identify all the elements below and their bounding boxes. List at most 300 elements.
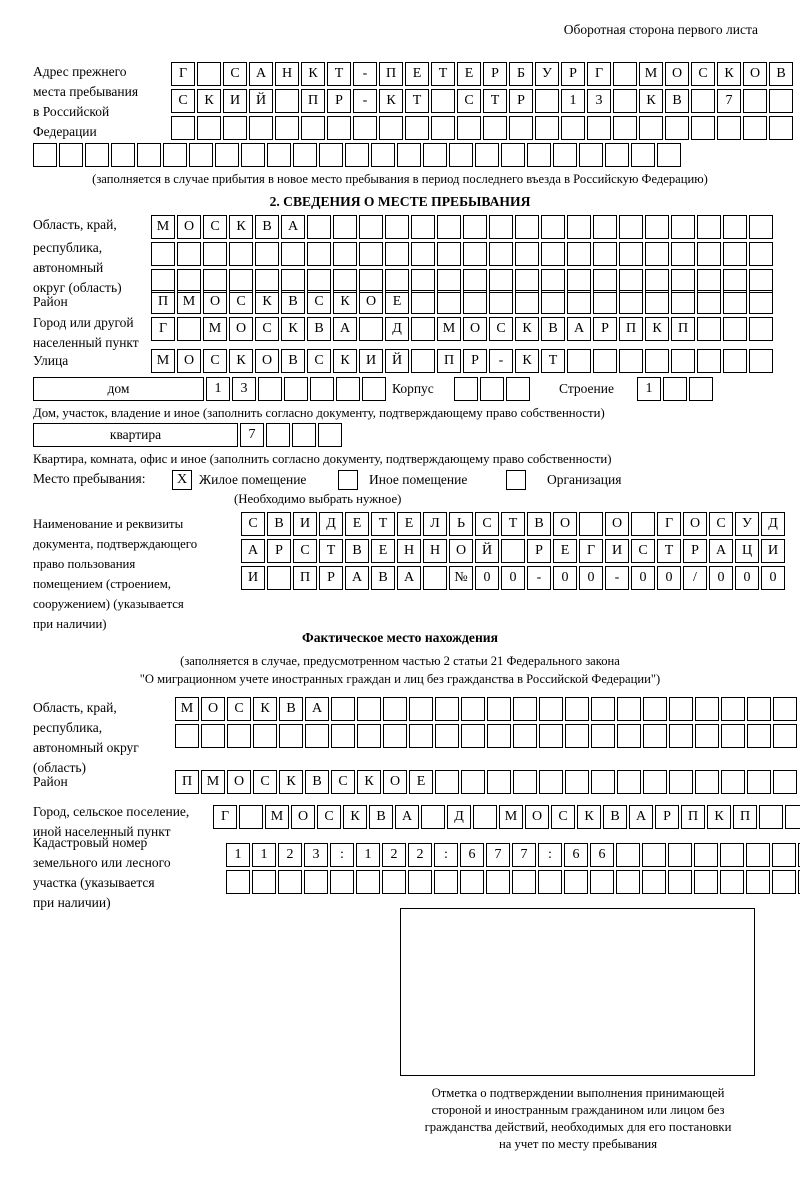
fact-region-cell[interactable]	[747, 724, 771, 748]
house-cell[interactable]	[336, 377, 360, 401]
street-cell[interactable]: Т	[541, 349, 565, 373]
street-cell[interactable]	[697, 349, 721, 373]
fact-city-cell[interactable]: О	[525, 805, 549, 829]
fact-region-cell[interactable]	[643, 724, 667, 748]
fact-city-cell[interactable]	[239, 805, 263, 829]
district-cell[interactable]	[645, 290, 669, 314]
flat-cell[interactable]: 7	[240, 423, 264, 447]
fact-city-cell[interactable]: В	[603, 805, 627, 829]
city-cell[interactable]: Р	[593, 317, 617, 341]
document-cell[interactable]: Н	[423, 539, 447, 563]
fact-region-cell[interactable]	[669, 697, 693, 721]
region-cell[interactable]	[697, 215, 721, 239]
region-cell[interactable]	[307, 215, 331, 239]
street-cell[interactable]: К	[515, 349, 539, 373]
prev-address-cell[interactable]	[301, 116, 325, 140]
prev-address-cell[interactable]	[561, 116, 585, 140]
fact-district-row[interactable]	[175, 770, 797, 794]
fact-district-cell[interactable]: О	[383, 770, 407, 794]
prev-address-cell[interactable]: С	[457, 89, 481, 113]
prev-address-cell[interactable]	[275, 89, 299, 113]
fact-city-cell[interactable]: Г	[213, 805, 237, 829]
house-cell[interactable]: 1	[206, 377, 230, 401]
cadastral-cell[interactable]: 2	[278, 843, 302, 867]
district-cell[interactable]: О	[203, 290, 227, 314]
prev-address-cell[interactable]: К	[639, 89, 663, 113]
fact-region-cell[interactable]	[409, 697, 433, 721]
prev-address-cell[interactable]: У	[535, 62, 559, 86]
region-cell[interactable]	[229, 242, 253, 266]
prev-address-cell[interactable]	[579, 143, 603, 167]
document-cell[interactable]: Е	[371, 539, 395, 563]
region-cell[interactable]	[567, 215, 591, 239]
prev-address-cell[interactable]	[639, 116, 663, 140]
prev-address-cell[interactable]	[423, 143, 447, 167]
fact-region-cell[interactable]	[565, 697, 589, 721]
street-cell[interactable]	[411, 349, 435, 373]
fact-region-cell[interactable]	[409, 724, 433, 748]
prev-address-cell[interactable]: -	[353, 62, 377, 86]
district-cell[interactable]	[437, 290, 461, 314]
district-cell[interactable]	[671, 290, 695, 314]
street-cell[interactable]: И	[359, 349, 383, 373]
flat-row[interactable]	[240, 423, 342, 447]
region-cell[interactable]	[541, 242, 565, 266]
cadastral-cell[interactable]	[590, 870, 614, 894]
prev-address-cell[interactable]	[605, 143, 629, 167]
fact-district-cell[interactable]: С	[331, 770, 355, 794]
korpus-cell[interactable]	[506, 377, 530, 401]
prev-address-cell[interactable]	[613, 116, 637, 140]
fact-district-cell[interactable]	[617, 770, 641, 794]
fact-city-cell[interactable]	[421, 805, 445, 829]
region-cell[interactable]	[619, 242, 643, 266]
stroenie-row[interactable]	[637, 377, 713, 401]
fact-region-cell[interactable]	[305, 724, 329, 748]
document-cell[interactable]: И	[761, 539, 785, 563]
fact-region-cell[interactable]	[279, 724, 303, 748]
fact-city-cell[interactable]: С	[317, 805, 341, 829]
prev-address-cell[interactable]	[319, 143, 343, 167]
prev-address-cell[interactable]	[501, 143, 525, 167]
region-cell[interactable]	[593, 242, 617, 266]
document-cell[interactable]: 0	[761, 566, 785, 590]
cadastral-cell[interactable]: 7	[512, 843, 536, 867]
prev-address-cell[interactable]	[275, 116, 299, 140]
prev-address-cell[interactable]	[197, 62, 221, 86]
prev-address-cell[interactable]	[293, 143, 317, 167]
prev-address-row-4[interactable]	[33, 143, 681, 167]
fact-region-cell[interactable]	[461, 697, 485, 721]
prev-address-cell[interactable]	[743, 116, 767, 140]
fact-region-row-2[interactable]	[175, 724, 797, 748]
prev-address-cell[interactable]: Т	[327, 62, 351, 86]
prev-address-cell[interactable]: 3	[587, 89, 611, 113]
fact-city-cell[interactable]: Д	[447, 805, 471, 829]
prev-address-cell[interactable]	[431, 89, 455, 113]
district-cell[interactable]: Е	[385, 290, 409, 314]
document-cell[interactable]: Д	[761, 512, 785, 536]
cadastral-cell[interactable]	[694, 870, 718, 894]
document-cell[interactable]: /	[683, 566, 707, 590]
prev-address-cell[interactable]	[665, 116, 689, 140]
district-cell[interactable]	[749, 290, 773, 314]
street-cell[interactable]: Й	[385, 349, 409, 373]
cadastral-cell[interactable]: 1	[356, 843, 380, 867]
stay-type-checkbox-organization[interactable]	[506, 470, 526, 490]
document-cell[interactable]: Й	[475, 539, 499, 563]
region-cell[interactable]	[281, 242, 305, 266]
street-cell[interactable]: О	[255, 349, 279, 373]
cadastral-cell[interactable]	[564, 870, 588, 894]
region-cell[interactable]	[255, 242, 279, 266]
city-cell[interactable]: А	[567, 317, 591, 341]
street-cell[interactable]: П	[437, 349, 461, 373]
prev-address-cell[interactable]	[241, 143, 265, 167]
fact-city-cell[interactable]	[785, 805, 800, 829]
region-cell[interactable]	[151, 242, 175, 266]
cadastral-cell[interactable]	[486, 870, 510, 894]
fact-city-cell[interactable]	[473, 805, 497, 829]
region-cell[interactable]	[593, 215, 617, 239]
fact-region-cell[interactable]	[357, 697, 381, 721]
prev-address-cell[interactable]	[587, 116, 611, 140]
document-cell[interactable]: Т	[657, 539, 681, 563]
cadastral-cell[interactable]	[616, 870, 640, 894]
document-cell[interactable]: Т	[501, 512, 525, 536]
cadastral-cell[interactable]	[668, 870, 692, 894]
region-cell[interactable]: В	[255, 215, 279, 239]
fact-city-cell[interactable]: К	[343, 805, 367, 829]
city-cell[interactable]	[359, 317, 383, 341]
document-cell[interactable]: С	[709, 512, 733, 536]
document-cell[interactable]: О	[605, 512, 629, 536]
fact-district-cell[interactable]	[435, 770, 459, 794]
city-cell[interactable]: М	[437, 317, 461, 341]
fact-district-cell[interactable]	[487, 770, 511, 794]
prev-address-cell[interactable]	[163, 143, 187, 167]
cadastral-cell[interactable]: 2	[408, 843, 432, 867]
region-cell[interactable]	[385, 242, 409, 266]
region-cell[interactable]	[671, 215, 695, 239]
fact-region-cell[interactable]	[773, 697, 797, 721]
fact-region-cell[interactable]	[357, 724, 381, 748]
street-cell[interactable]	[671, 349, 695, 373]
fact-region-cell[interactable]	[253, 724, 277, 748]
document-cell[interactable]: 0	[709, 566, 733, 590]
fact-region-cell[interactable]	[747, 697, 771, 721]
fact-district-cell[interactable]	[773, 770, 797, 794]
region-cell[interactable]	[645, 242, 669, 266]
cadastral-cell[interactable]	[642, 870, 666, 894]
document-cell[interactable]: В	[345, 539, 369, 563]
document-cell[interactable]: С	[241, 512, 265, 536]
stroenie-cell[interactable]	[689, 377, 713, 401]
prev-address-cell[interactable]: О	[743, 62, 767, 86]
flat-cell[interactable]	[266, 423, 290, 447]
cadastral-cell[interactable]	[668, 843, 692, 867]
document-cell[interactable]: 0	[657, 566, 681, 590]
prev-address-cell[interactable]: В	[665, 89, 689, 113]
fact-region-cell[interactable]: М	[175, 697, 199, 721]
prev-address-cell[interactable]: Т	[405, 89, 429, 113]
cadastral-cell[interactable]	[746, 843, 770, 867]
prev-address-cell[interactable]: Н	[275, 62, 299, 86]
fact-city-cell[interactable]: О	[291, 805, 315, 829]
district-cell[interactable]	[515, 290, 539, 314]
city-cell[interactable]: П	[671, 317, 695, 341]
city-cell[interactable]	[723, 317, 747, 341]
region-cell[interactable]	[333, 242, 357, 266]
fact-city-cell[interactable]: М	[265, 805, 289, 829]
city-cell[interactable]: А	[333, 317, 357, 341]
prev-address-cell[interactable]	[769, 89, 793, 113]
fact-district-cell[interactable]	[721, 770, 745, 794]
fact-district-cell[interactable]	[747, 770, 771, 794]
document-cell[interactable]: Г	[579, 539, 603, 563]
prev-address-cell[interactable]: -	[353, 89, 377, 113]
cadastral-row-1[interactable]	[226, 843, 800, 867]
prev-address-cell[interactable]	[431, 116, 455, 140]
prev-address-cell[interactable]: Е	[457, 62, 481, 86]
city-cell[interactable]: В	[307, 317, 331, 341]
prev-address-cell[interactable]	[33, 143, 57, 167]
fact-district-cell[interactable]	[565, 770, 589, 794]
prev-address-cell[interactable]: Т	[431, 62, 455, 86]
region-cell[interactable]	[463, 215, 487, 239]
region-cell[interactable]	[307, 242, 331, 266]
city-cell[interactable]	[749, 317, 773, 341]
prev-address-cell[interactable]	[475, 143, 499, 167]
fact-region-cell[interactable]: О	[201, 697, 225, 721]
region-cell[interactable]	[541, 215, 565, 239]
region-cell[interactable]	[437, 215, 461, 239]
prev-address-cell[interactable]	[379, 116, 403, 140]
district-cell[interactable]: М	[177, 290, 201, 314]
document-cell[interactable]: В	[267, 512, 291, 536]
prev-address-cell[interactable]	[527, 143, 551, 167]
cadastral-cell[interactable]	[512, 870, 536, 894]
prev-address-cell[interactable]	[171, 116, 195, 140]
document-cell[interactable]: У	[735, 512, 759, 536]
fact-district-cell[interactable]: К	[357, 770, 381, 794]
fact-district-cell[interactable]: С	[253, 770, 277, 794]
korpus-row[interactable]	[454, 377, 530, 401]
cadastral-cell[interactable]	[772, 843, 796, 867]
city-cell[interactable]: О	[229, 317, 253, 341]
city-cell[interactable]: Д	[385, 317, 409, 341]
cadastral-cell[interactable]	[356, 870, 380, 894]
prev-address-cell[interactable]	[371, 143, 395, 167]
fact-region-cell[interactable]	[331, 724, 355, 748]
cadastral-cell[interactable]	[538, 870, 562, 894]
prev-address-cell[interactable]	[553, 143, 577, 167]
prev-address-cell[interactable]: Р	[483, 62, 507, 86]
fact-district-cell[interactable]	[461, 770, 485, 794]
document-cell[interactable]	[501, 539, 525, 563]
fact-district-cell[interactable]	[513, 770, 537, 794]
fact-region-cell[interactable]	[513, 724, 537, 748]
document-cell[interactable]: 0	[553, 566, 577, 590]
prev-address-cell[interactable]: Р	[327, 89, 351, 113]
region-cell[interactable]	[723, 215, 747, 239]
document-cell[interactable]: 0	[631, 566, 655, 590]
district-cell[interactable]	[697, 290, 721, 314]
document-cell[interactable]: Р	[267, 539, 291, 563]
cadastral-cell[interactable]: 1	[226, 843, 250, 867]
fact-city-cell[interactable]: А	[629, 805, 653, 829]
cadastral-cell[interactable]	[434, 870, 458, 894]
region-cell[interactable]	[411, 215, 435, 239]
prev-address-cell[interactable]	[657, 143, 681, 167]
region-cell[interactable]	[177, 242, 201, 266]
cadastral-cell[interactable]	[330, 870, 354, 894]
fact-district-cell[interactable]: В	[305, 770, 329, 794]
flat-cell[interactable]	[318, 423, 342, 447]
document-cell[interactable]: Е	[345, 512, 369, 536]
prev-address-cell[interactable]: О	[665, 62, 689, 86]
document-cell[interactable]: Н	[397, 539, 421, 563]
cadastral-cell[interactable]	[720, 870, 744, 894]
region-cell[interactable]	[385, 215, 409, 239]
fact-region-cell[interactable]	[435, 697, 459, 721]
prev-address-cell[interactable]	[189, 143, 213, 167]
document-cell[interactable]: 0	[735, 566, 759, 590]
city-cell[interactable]: М	[203, 317, 227, 341]
fact-region-cell[interactable]	[617, 697, 641, 721]
prev-address-cell[interactable]: Й	[249, 89, 273, 113]
fact-region-cell[interactable]	[539, 697, 563, 721]
fact-region-cell[interactable]	[487, 697, 511, 721]
stroenie-cell[interactable]	[663, 377, 687, 401]
cadastral-cell[interactable]: 6	[590, 843, 614, 867]
document-cell[interactable]: И	[605, 539, 629, 563]
street-cell[interactable]: К	[333, 349, 357, 373]
document-row-1[interactable]	[241, 512, 785, 536]
district-cell[interactable]	[489, 290, 513, 314]
prev-address-cell[interactable]: Е	[405, 62, 429, 86]
fact-region-cell[interactable]	[721, 724, 745, 748]
prev-address-cell[interactable]	[535, 89, 559, 113]
stay-type-checkbox-residential[interactable]: X	[172, 470, 192, 490]
prev-address-cell[interactable]	[111, 143, 135, 167]
fact-district-cell[interactable]	[539, 770, 563, 794]
stamp-area[interactable]	[400, 908, 755, 1076]
house-cell[interactable]	[362, 377, 386, 401]
fact-region-row-1[interactable]	[175, 697, 797, 721]
prev-address-cell[interactable]	[691, 89, 715, 113]
stay-type-checkbox-other[interactable]	[338, 470, 358, 490]
document-row-3[interactable]	[241, 566, 785, 590]
region-cell[interactable]	[359, 242, 383, 266]
document-cell[interactable]: С	[631, 539, 655, 563]
house-cell[interactable]	[284, 377, 308, 401]
flat-cell[interactable]	[292, 423, 316, 447]
prev-address-cell[interactable]	[59, 143, 83, 167]
fact-city-cell[interactable]: М	[499, 805, 523, 829]
prev-address-cell[interactable]: С	[691, 62, 715, 86]
street-row[interactable]	[151, 349, 773, 373]
region-cell[interactable]	[411, 242, 435, 266]
prev-address-cell[interactable]	[535, 116, 559, 140]
house-cell[interactable]	[310, 377, 334, 401]
region-cell[interactable]	[489, 215, 513, 239]
street-cell[interactable]	[749, 349, 773, 373]
fact-district-cell[interactable]: П	[175, 770, 199, 794]
prev-address-cell[interactable]: К	[717, 62, 741, 86]
document-cell[interactable]: Ь	[449, 512, 473, 536]
prev-address-cell[interactable]	[267, 143, 291, 167]
document-cell[interactable]: И	[293, 512, 317, 536]
document-cell[interactable]: И	[241, 566, 265, 590]
prev-address-cell[interactable]: Г	[171, 62, 195, 86]
fact-city-cell[interactable]: К	[577, 805, 601, 829]
document-cell[interactable]: П	[293, 566, 317, 590]
document-cell[interactable]: О	[553, 512, 577, 536]
region-cell[interactable]	[697, 242, 721, 266]
fact-city-cell[interactable]: С	[551, 805, 575, 829]
region-cell[interactable]	[723, 242, 747, 266]
fact-city-cell[interactable]: К	[707, 805, 731, 829]
prev-address-cell[interactable]	[137, 143, 161, 167]
document-cell[interactable]: Д	[319, 512, 343, 536]
fact-region-cell[interactable]	[487, 724, 511, 748]
document-cell[interactable]: Р	[683, 539, 707, 563]
prev-address-cell[interactable]: Т	[483, 89, 507, 113]
fact-city-cell[interactable]	[759, 805, 783, 829]
region-cell[interactable]: М	[151, 215, 175, 239]
fact-city-cell[interactable]: П	[733, 805, 757, 829]
city-cell[interactable]: С	[489, 317, 513, 341]
document-cell[interactable]: О	[683, 512, 707, 536]
region-cell[interactable]	[359, 215, 383, 239]
document-row-2[interactable]	[241, 539, 785, 563]
document-cell[interactable]: А	[345, 566, 369, 590]
document-cell[interactable]	[579, 512, 603, 536]
fact-district-cell[interactable]	[669, 770, 693, 794]
document-cell[interactable]: Р	[319, 566, 343, 590]
korpus-cell[interactable]	[454, 377, 478, 401]
city-cell[interactable]: В	[541, 317, 565, 341]
district-cell[interactable]: О	[359, 290, 383, 314]
fact-region-cell[interactable]: А	[305, 697, 329, 721]
prev-address-cell[interactable]	[397, 143, 421, 167]
cadastral-cell[interactable]	[408, 870, 432, 894]
prev-address-cell[interactable]	[613, 89, 637, 113]
district-cell[interactable]	[619, 290, 643, 314]
prev-address-cell[interactable]: 1	[561, 89, 585, 113]
fact-region-cell[interactable]	[695, 724, 719, 748]
fact-region-cell[interactable]	[695, 697, 719, 721]
region-cell[interactable]	[749, 242, 773, 266]
district-cell[interactable]	[541, 290, 565, 314]
region-row-2[interactable]	[151, 242, 773, 266]
fact-region-cell[interactable]	[461, 724, 485, 748]
prev-address-cell[interactable]: П	[379, 62, 403, 86]
cadastral-cell[interactable]: 7	[486, 843, 510, 867]
document-cell[interactable]: О	[449, 539, 473, 563]
district-cell[interactable]	[593, 290, 617, 314]
street-cell[interactable]: -	[489, 349, 513, 373]
document-cell[interactable]: С	[293, 539, 317, 563]
cadastral-cell[interactable]	[694, 843, 718, 867]
street-cell[interactable]: В	[281, 349, 305, 373]
document-cell[interactable]: А	[397, 566, 421, 590]
cadastral-cell[interactable]	[304, 870, 328, 894]
prev-address-row-3[interactable]	[171, 116, 793, 140]
district-cell[interactable]: К	[255, 290, 279, 314]
prev-address-cell[interactable]	[743, 89, 767, 113]
